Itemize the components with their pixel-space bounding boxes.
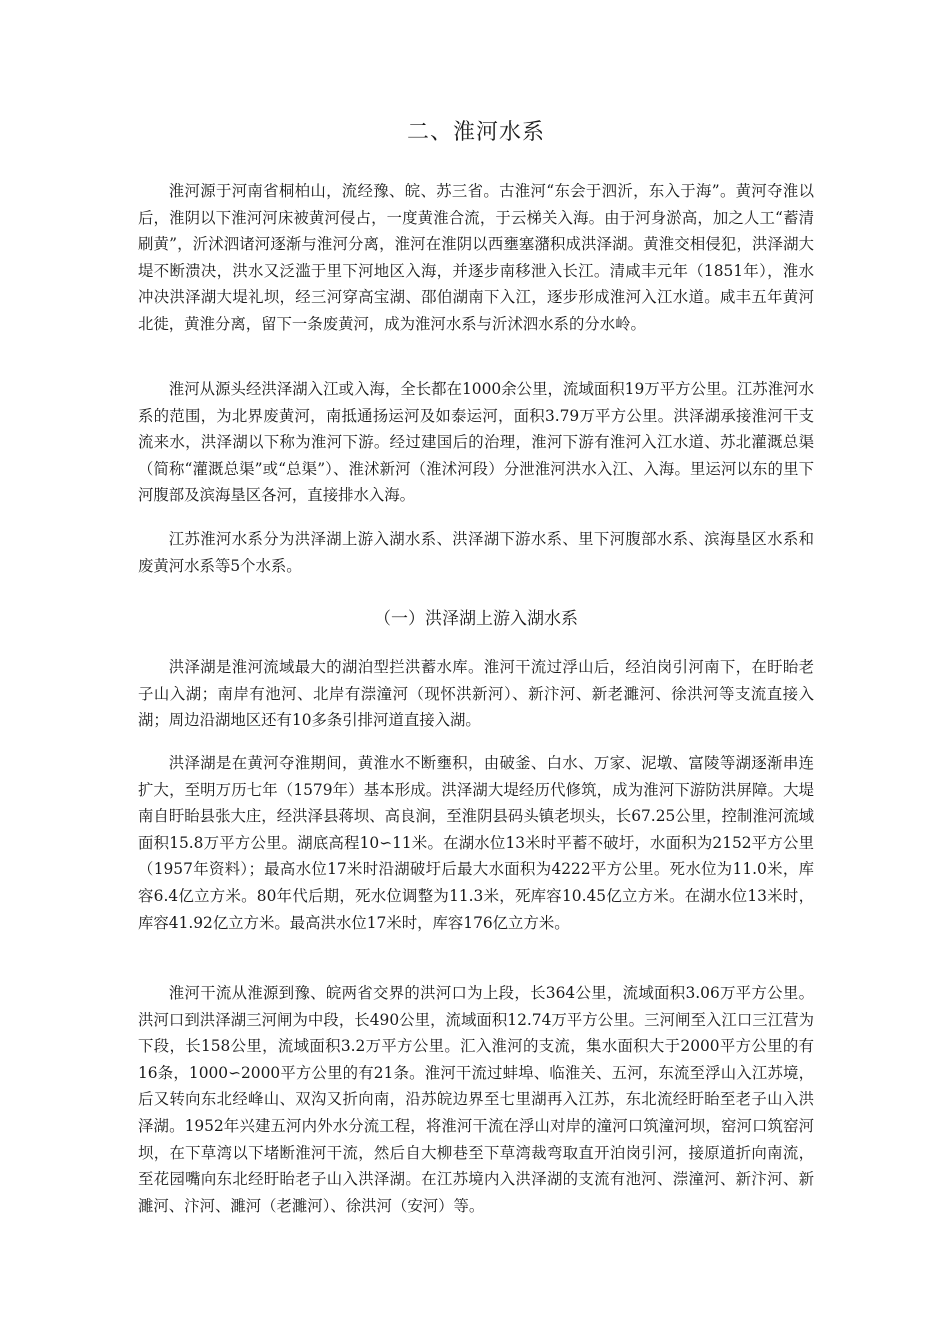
section-paragraph-3: 淮河干流从淮源到豫、皖两省交界的洪河口为上段，长364公里，流域面积3.06万平方公里。洪河口到洪泽湖三河闸为中段，长490公里，流域面积12.74万平方公里。三河闸至入江口三江营为下段，长158公里，流域面积3.2万平方公里。汇入淮河的支流，集水面积大于2000平方公里的有16条，1000∽2000平方公里的有21条。淮河干流过蚌埠、临淮关、五河，东流至浮山入江苏境，后又转向东北经峰山、双沟又折向南，沿苏皖边界至七里湖再入江苏，东北流经盱眙至老子山入洪泽湖。1952年兴建五河内外水分流工程，将淮河干流在浮山对岸的潼河口筑潼河坝，窑河口筑窑河坝，在下草湾以下堵断淮河干流，然后自大柳巷至下草湾裁弯取直开泊岗引河，接原道折向南流，至花园嘴向东北经盱眙老子山入洪泽湖。在江苏境内入洪泽湖的支流有池河、漴潼河、新汴河、新濉河、汴河、濉河（老濉河）、徐洪河（安河）等。	[138, 984, 814, 1215]
page-title: 二、淮河水系	[406, 120, 545, 145]
intro-paragraph-1: 淮河源于河南省桐柏山，流经豫、皖、苏三省。古淮河“东会于泗沂，东入于海”。黄河夺淮以后，淮阴以下淮河河床被黄河侵占，一度黄淮合流，于云梯关入海。由于河身淤高，加之人工“蓄清刷黄”，沂沭泗诸河逐渐与淮河分离，淮河在淮阴以西壅塞潴积成洪泽湖。黄淮交相侵犯，洪泽湖大堤不断溃决，洪水又泛滥于里下河地区入海，并逐步南移泄入长江。清咸丰元年（1851年），淮水冲决洪泽湖大堤礼坝，经三河穿高宝湖、邵伯湖南下入江，逐步形成淮河入江水道。咸丰五年黄河北徙，黄淮分离，留下一条废黄河，成为淮河水系与沂沭泗水系的分水岭。	[138, 182, 814, 333]
section-paragraph-2: 洪泽湖是在黄河夺淮期间，黄淮水不断壅积，由破釜、白水、万家、泥墩、富陵等湖逐渐串连扩大，至明万历七年（1579年）基本形成。洪泽湖大堤经历代修筑，成为淮河下游防洪屏障。大堤南自盱眙县张大庄，经洪泽县蒋坝、高良涧，至淮阴县码头镇老坝头，长67.25公里，控制淮河流域面积15.8万平方公里。湖底高程10∽11米。在湖水位13米时平蓄不破圩，水面积为2152平方公里（1957年资料）；最高水位17米时沿湖破圩后最大水面积为4222平方公里。死水位为11.0米，库容6.4亿立方米。80年代后期，死水位调整为11.3米，死库容10.45亿立方米。在湖水位13米时，库容41.92亿立方米。最高洪水位17米时，库容176亿立方米。	[138, 754, 814, 932]
section-heading: （一）洪泽湖上游入湖水系	[374, 609, 578, 629]
section-paragraph-1: 洪泽湖是淮河流域最大的湖泊型拦洪蓄水库。淮河干流过浮山后，经泊岗引河南下，在盱眙老子山入湖；南岸有池河、北岸有漴潼河（现怀洪新河）、新汴河、新老濉河、徐洪河等支流直接入湖；周边沿湖地区还有10多条引排河道直接入湖。	[138, 658, 814, 730]
intro-paragraph-2: 淮河从源头经洪泽湖入江或入海，全长都在1000余公里，流域面积19万平方公里。江苏淮河水系的范围，为北界废黄河，南抵通扬运河及如泰运河，面积3.79万平方公里。洪泽湖承接淮河干支流来水，洪泽湖以下称为淮河下游。经过建国后的治理，淮河下游有淮河入江水道、苏北灌溉总渠（简称“灌溉总渠”或“总渠”）、淮沭新河（淮沭河段）分泄淮河洪水入江、入海。里运河以东的里下河腹部及滨海垦区各河，直接排水入海。	[138, 380, 814, 505]
intro-paragraph-3: 江苏淮河水系分为洪泽湖上游入湖水系、洪泽湖下游水系、里下河腹部水系、滨海垦区水系和废黄河水系等5个水系。	[138, 530, 814, 575]
